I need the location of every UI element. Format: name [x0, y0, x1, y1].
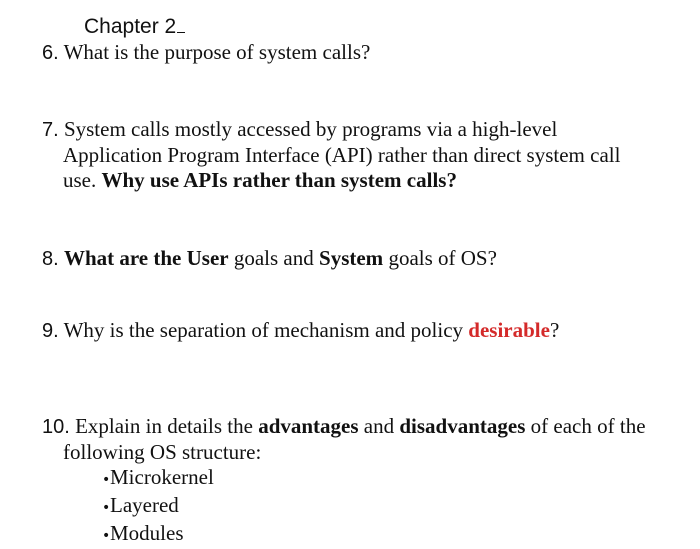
question-text: and	[363, 414, 395, 438]
question-number: 9.	[42, 320, 59, 342]
question-number: 8.	[42, 248, 59, 270]
chapter-title: Chapter 2	[84, 15, 177, 38]
question-emphasis: Why use APIs rather than system calls?	[101, 168, 457, 192]
list-item: •Layered	[42, 493, 682, 521]
question-emphasis-system: System	[319, 246, 384, 270]
bullet-icon: •	[102, 472, 111, 488]
list-item: •Microkernel	[42, 465, 682, 493]
question-7	[42, 117, 682, 193]
structure-list	[42, 465, 682, 549]
question-text: Why is the separation of mechanism and policy	[63, 318, 464, 342]
question-emphasis-advantages: advantages	[258, 414, 359, 438]
question-emphasis-disadvantages: disadvantages	[399, 414, 526, 438]
question-text: What is the purpose of system calls?	[63, 40, 371, 64]
question-text: goals of OS?	[388, 246, 497, 270]
question-text: Explain in details the	[75, 414, 253, 438]
question-9	[42, 318, 682, 344]
question-8	[42, 246, 682, 272]
question-highlight: desirable	[468, 318, 550, 342]
question-number: 6.	[42, 42, 59, 64]
question-text-line3: use.	[63, 168, 97, 192]
list-item: •Modules	[42, 521, 682, 549]
question-number: 10.	[42, 416, 70, 438]
question-10	[42, 414, 682, 549]
question-text-line1: System calls mostly accessed by programs via a high-level	[63, 117, 558, 141]
question-emphasis-user: What are the User	[63, 246, 229, 270]
question-text-line2: following OS structure:	[63, 440, 262, 464]
question-mark: ?	[549, 318, 560, 342]
question-text: of each of the	[530, 414, 646, 438]
question-6	[42, 40, 682, 66]
chapter-heading	[84, 14, 185, 40]
question-number: 7.	[42, 119, 59, 141]
bullet-icon: •	[102, 528, 111, 544]
text-cursor	[177, 14, 185, 33]
bullet-icon: •	[102, 500, 111, 516]
question-text: goals and	[233, 246, 314, 270]
question-text-line2: Application Program Interface (API) rather than direct system call	[63, 143, 621, 167]
